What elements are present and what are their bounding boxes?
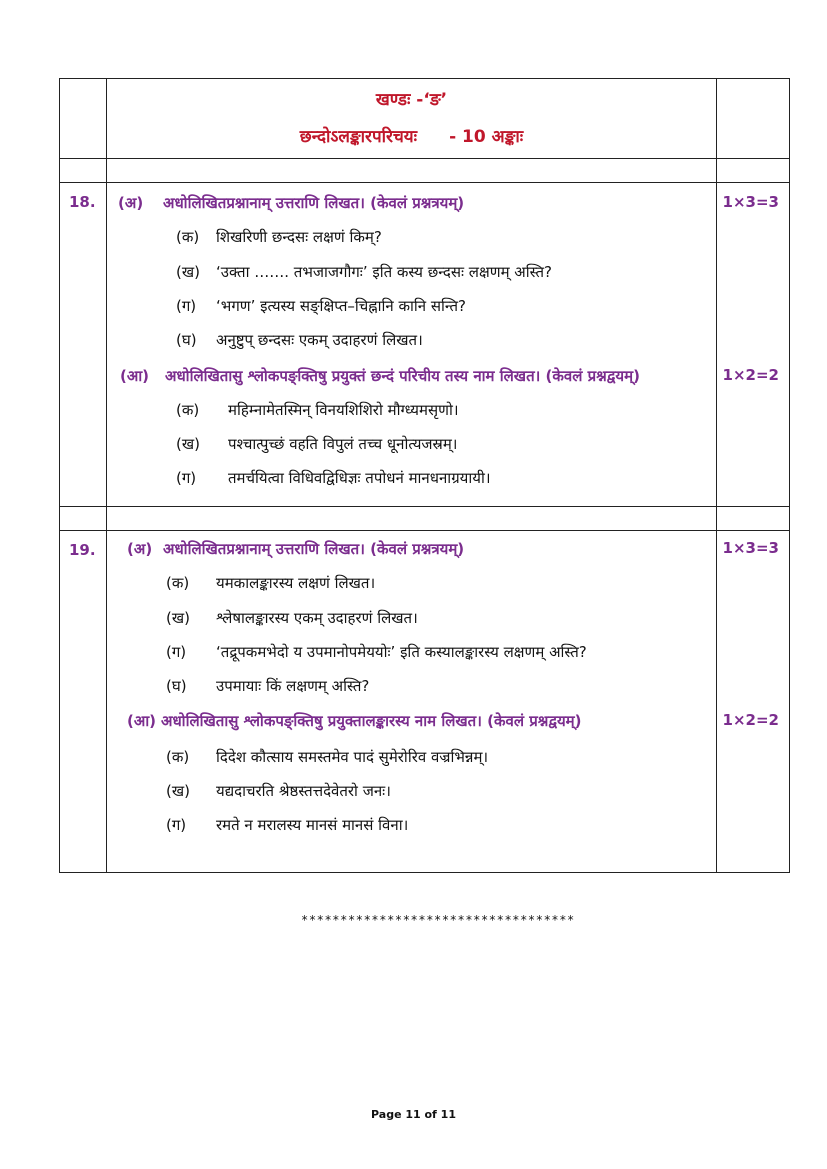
question-row-18 bbox=[60, 183, 790, 507]
marks-value: 1×3=3 bbox=[722, 193, 779, 211]
question-body bbox=[107, 531, 717, 873]
list-item: (ख) यद्यदाचरति श्रेष्ठस्तत्तदेवेतरो जनः। bbox=[166, 782, 391, 800]
marks-value: 1×3=3 bbox=[722, 539, 779, 557]
marks-column bbox=[717, 183, 790, 507]
list-item: (ग) रमते न मरालस्य मानसं मानसं विना। bbox=[166, 816, 409, 834]
part-text: अधोलिखितासु श्लोकपङ्क्तिषु प्रयुक्तं छन्दं परिचीय तस्य नाम लिखत। (केवलं प्रश्नद्वयम्) bbox=[165, 367, 640, 385]
section-header-row bbox=[60, 79, 790, 159]
marks-value: 1×2=2 bbox=[722, 366, 779, 384]
part-text: अधोलिखितप्रश्नानाम् उत्तराणि लिखत। (केवलं प्रश्नत्रयम्) bbox=[163, 540, 465, 558]
section-subtitle bbox=[107, 124, 716, 147]
part-heading bbox=[120, 366, 640, 386]
list-item: (घ) अनुष्टुप् छन्दसः एकम् उदाहरणं लिखत। bbox=[176, 331, 423, 349]
section-subtitle-text: छन्दोऽलङ्कारपरिचयः bbox=[299, 127, 418, 147]
list-item: (ख) श्लेषालङ्कारस्य एकम् उदाहरणं लिखत। bbox=[166, 609, 418, 627]
part-text: अधोलिखितासु श्लोकपङ्क्तिषु प्रयुक्तालङ्कारस्य नाम लिखत। (केवलं प्रश्नद्वयम्) bbox=[161, 712, 582, 730]
list-item: (क) महिम्नामेतस्मिन् विनयशिशिरो मौग्ध्यमसृणो। bbox=[176, 401, 459, 419]
list-item: (क) दिदेश कौत्साय समस्तमेव पादं सुमेरोरिव वज्रभिन्नम्। bbox=[166, 748, 489, 766]
list-item: (क) शिखरिणी छन्दसः लक्षणं किम्? bbox=[176, 228, 382, 246]
end-marker: *********************************** bbox=[301, 913, 575, 927]
spacer-row bbox=[60, 507, 790, 531]
list-item: (ख) पश्चात्पुच्छं वहति विपुलं तच्च धूनोत्यजस्रम्। bbox=[176, 435, 458, 453]
list-item: (ग) तमर्चयित्वा विधिवद्विधिज्ञः तपोधनं मानधनाग्रयायी। bbox=[176, 469, 491, 487]
question-row-19 bbox=[60, 531, 790, 873]
question-number: 18. bbox=[60, 183, 107, 507]
part-heading bbox=[118, 193, 464, 213]
section-header bbox=[107, 79, 717, 159]
question-number: 19. bbox=[60, 531, 107, 873]
question-table bbox=[59, 78, 790, 873]
marks-column bbox=[717, 531, 790, 873]
section-title: खण्डः -‘ङ’ bbox=[375, 90, 448, 110]
list-item: (ग) ‘तद्रूपकमभेदो य उपमानोपमेययोः’ इति कस्यालङ्कारस्य लक्षणम् अस्ति? bbox=[166, 643, 587, 661]
question-body bbox=[107, 183, 717, 507]
part-heading bbox=[127, 539, 464, 559]
page-footer: Page 11 of 11 bbox=[371, 1108, 456, 1121]
part-label: (आ) bbox=[120, 367, 150, 385]
part-label: (आ) bbox=[127, 712, 157, 730]
part-label: (अ) bbox=[118, 194, 144, 212]
list-item: (क) यमकालङ्कारस्य लक्षणं लिखत। bbox=[166, 574, 376, 592]
part-heading bbox=[127, 711, 582, 731]
marks-value: 1×2=2 bbox=[722, 711, 779, 729]
section-marks: - 10 अङ्काः bbox=[449, 127, 524, 147]
list-item: (ख) ‘उक्ता ……. तभजाजगौगः’ इति कस्य छन्दसः लक्षणम् अस्ति? bbox=[176, 263, 552, 281]
list-item: (ग) ‘भगण’ इत्यस्य सङ्क्षिप्त–चिह्नानि कानि सन्ति? bbox=[176, 297, 467, 315]
spacer-row bbox=[60, 159, 790, 183]
part-label: (अ) bbox=[127, 540, 153, 558]
part-text: अधोलिखितप्रश्नानाम् उत्तराणि लिखत। (केवलं प्रश्नत्रयम्) bbox=[163, 194, 465, 212]
list-item: (घ) उपमायाः किं लक्षणम् अस्ति? bbox=[166, 677, 370, 695]
